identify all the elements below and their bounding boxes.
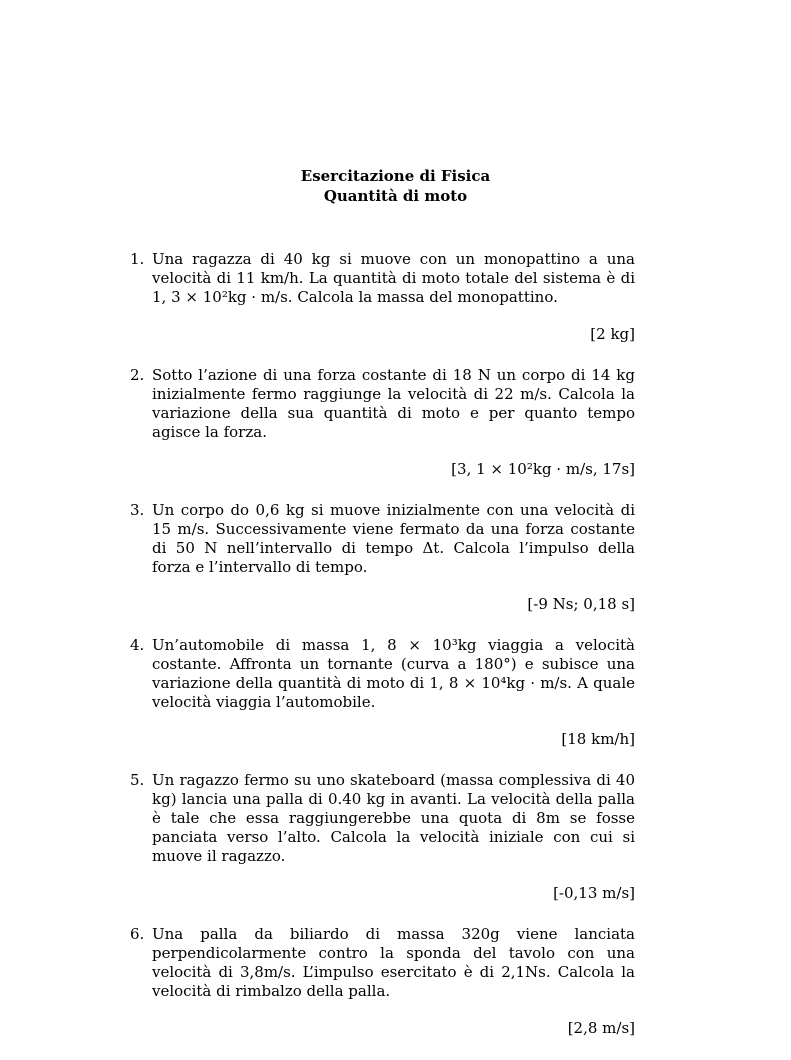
problem-text: Un’automobile di massa 1, 8 × 10³kg viaggia a velocità costante. Affronta un tornante (curva a 180°) e subisce una variazione della quantità di moto di 1, 8 × 10⁴kg · m/s. A quale velocità viaggia l’automobile. bbox=[152, 636, 635, 711]
problem-4 bbox=[130, 636, 635, 749]
problem-text: Un ragazzo fermo su uno skateboard (massa complessiva di 40 kg) lancia una palla di 0.40 kg in avanti. La velocità della palla è tale che essa raggiungerebbe una quota di 8m se fosse panciata verso l’alto. Calcola la velocità iniziale con cui si muove il ragazzo. bbox=[152, 771, 635, 865]
problem-text: Un corpo do 0,6 kg si muove inizialmente con una velocità di 15 m/s. Successivamente viene fermato da una forza costante di 50 N nell’intervallo di tempo Δt. Calcola l’impulso della forza e l’intervallo di tempo. bbox=[152, 501, 635, 576]
problem-5 bbox=[130, 771, 635, 903]
document-title: Esercitazione di Fisica bbox=[300, 167, 491, 185]
problem-list bbox=[130, 250, 635, 1060]
problem-text: Una ragazza di 40 kg si muove con un monopattino a una velocità di 11 km/h. La quantità di moto totale del sistema è di 1, 3 × 10²kg · m/s. Calcola la massa del monopattino. bbox=[152, 250, 635, 306]
problem-answer: [3, 1 × 10²kg · m/s, 17s] bbox=[451, 460, 635, 478]
document-subtitle: Quantità di moto bbox=[323, 187, 468, 205]
title-block bbox=[0, 166, 791, 206]
problem-text: Una palla da biliardo di massa 320g viene lanciata perpendicolarmente contro la sponda del tavolo con una velocità di 3,8m/s. L’impulso esercitato è di 2,1Ns. Calcola la velocità di rimbalzo della palla. bbox=[152, 925, 635, 1000]
problem-number: 3. bbox=[130, 501, 145, 519]
problem-3 bbox=[130, 501, 635, 614]
problem-number: 1. bbox=[130, 250, 145, 268]
problem-answer: [2,8 m/s] bbox=[567, 1019, 635, 1037]
problem-6 bbox=[130, 925, 635, 1038]
problem-2 bbox=[130, 366, 635, 479]
problem-number: 2. bbox=[130, 366, 145, 384]
problem-text: Sotto l’azione di una forza costante di 18 N un corpo di 14 kg inizialmente fermo raggiunge la velocità di 22 m/s. Calcola la variazione della sua quantità di moto e per quanto tempo agisce la forza. bbox=[152, 366, 635, 441]
problem-1 bbox=[130, 250, 635, 344]
problem-answer: [18 km/h] bbox=[561, 730, 635, 748]
problem-answer: [-9 Ns; 0,18 s] bbox=[527, 595, 635, 613]
problem-number: 6. bbox=[130, 925, 145, 943]
problem-number: 4. bbox=[130, 636, 145, 654]
problem-answer: [-0,13 m/s] bbox=[553, 884, 635, 902]
problem-number: 5. bbox=[130, 771, 145, 789]
problem-answer: [2 kg] bbox=[590, 325, 635, 343]
